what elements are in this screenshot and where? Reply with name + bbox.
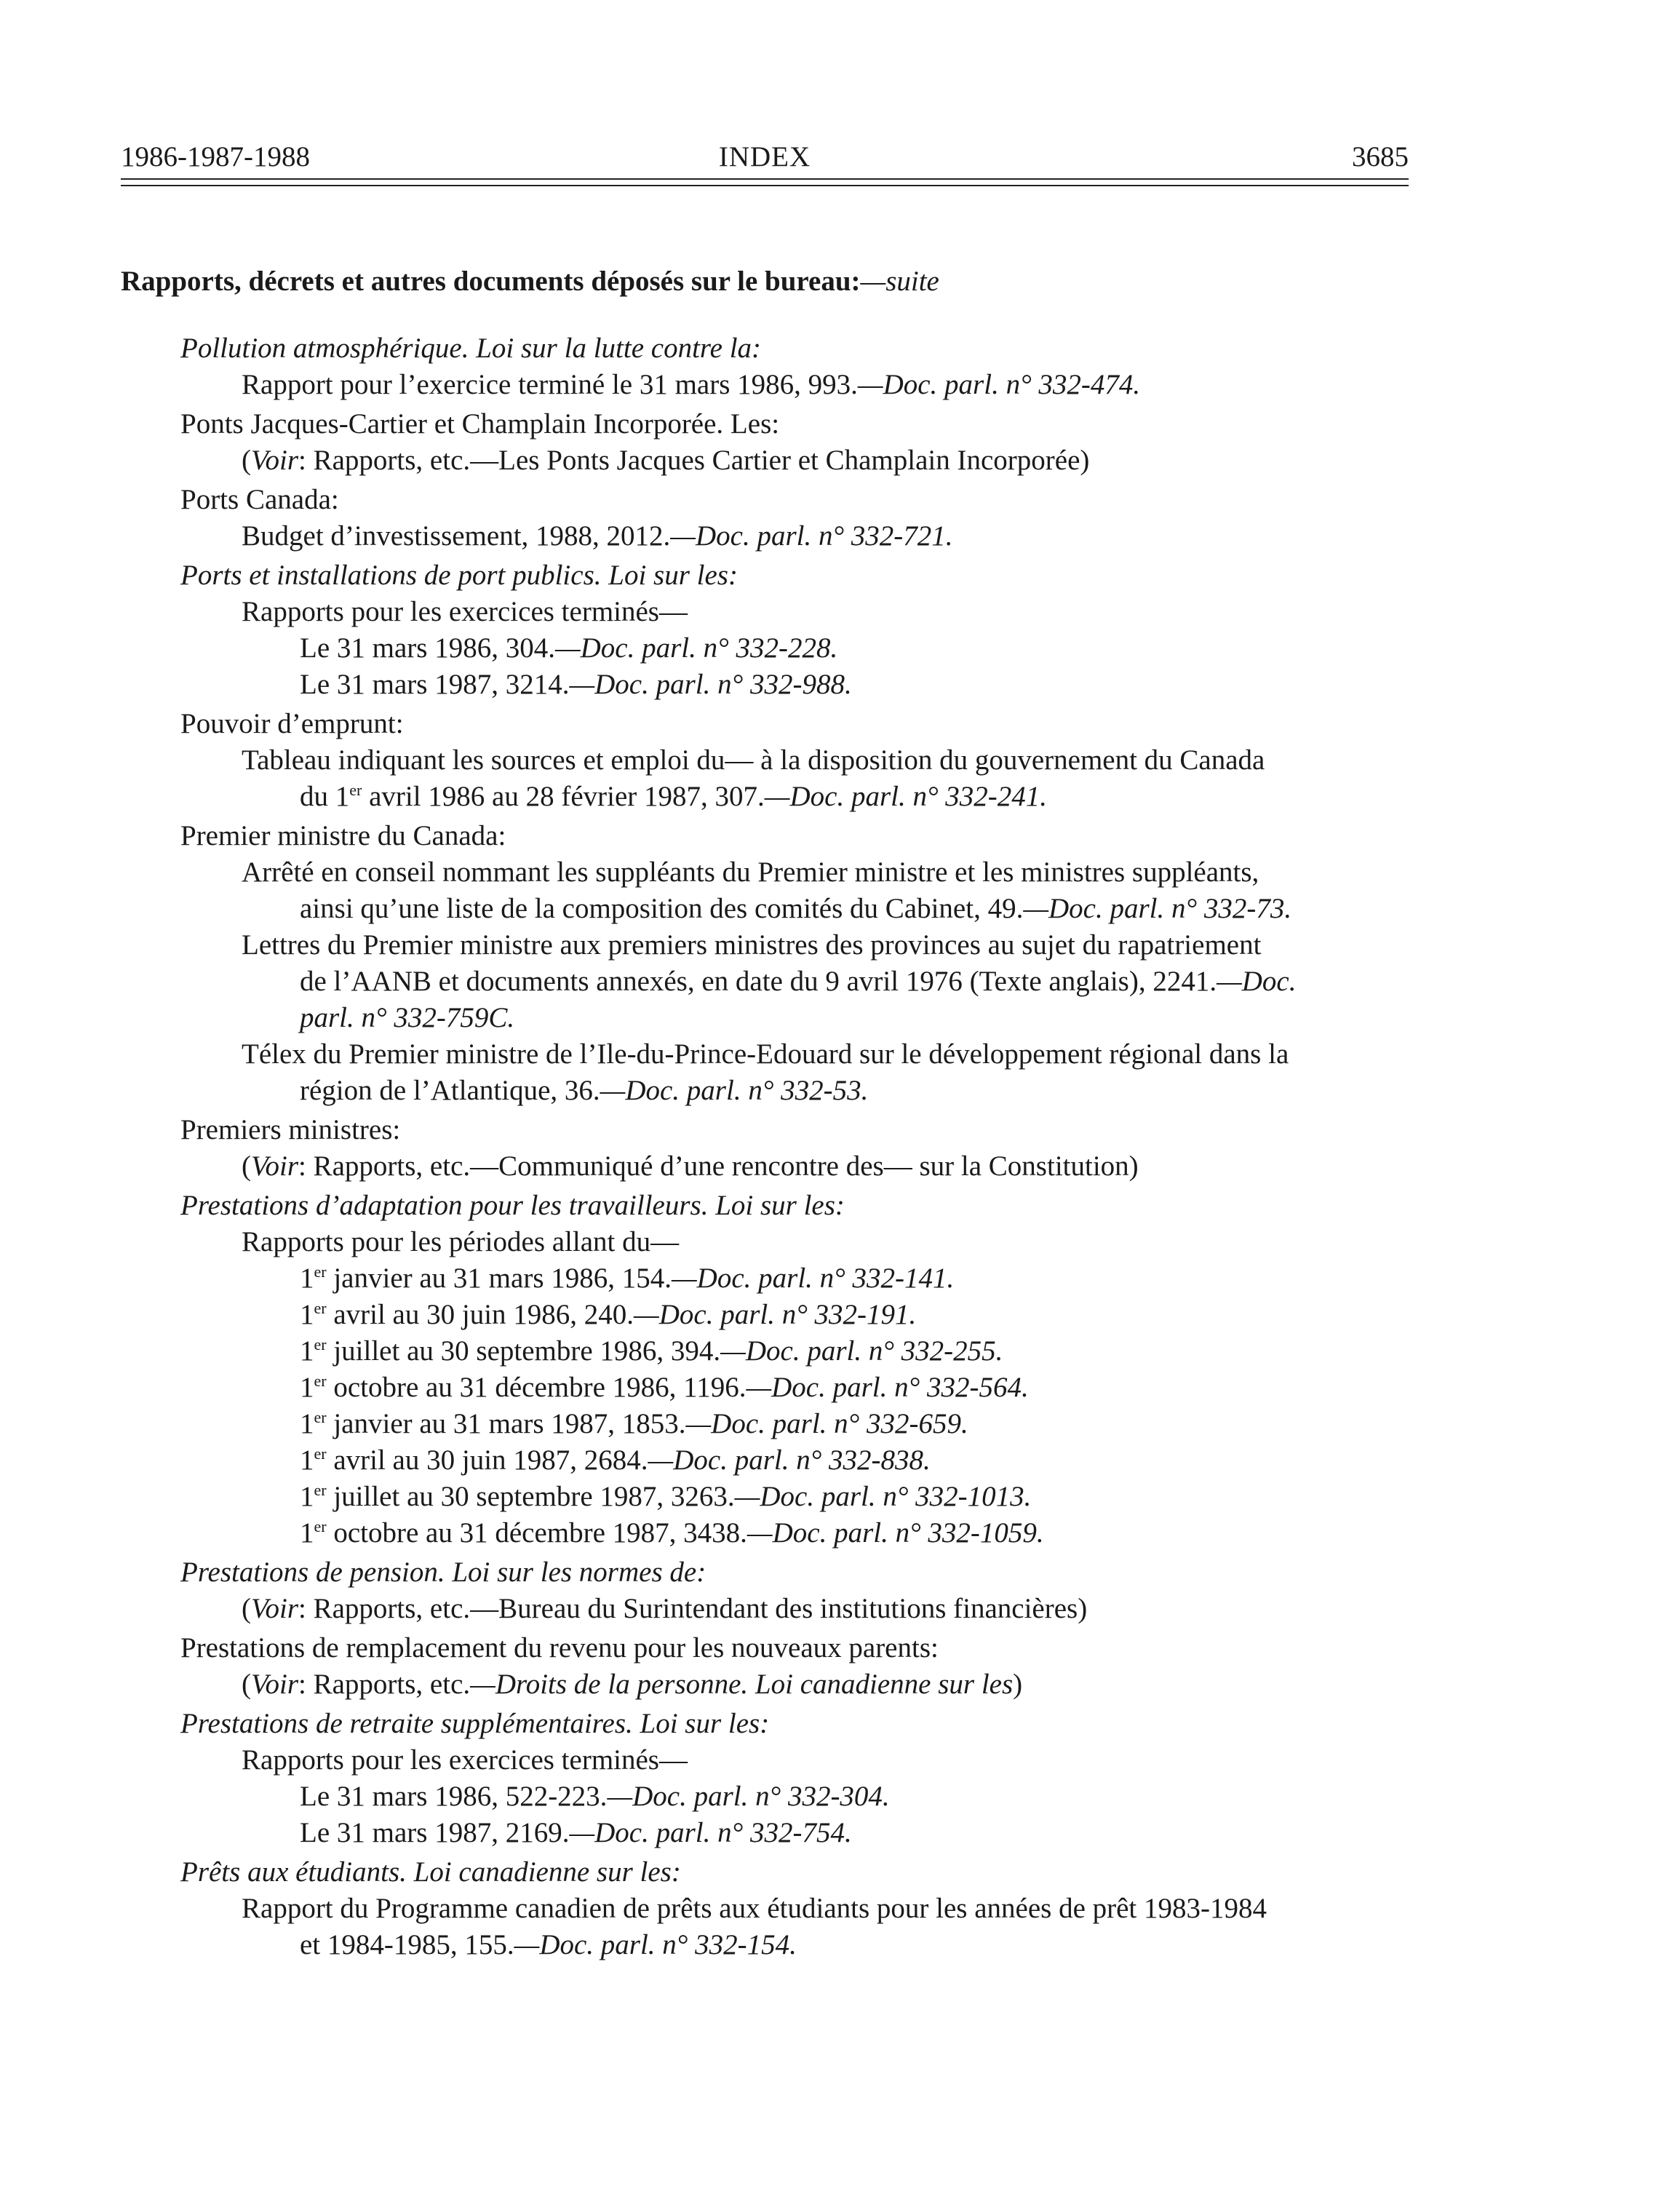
entry-heading: Pollution atmosphérique. Loi sur la lutte contre la: [180,333,762,364]
doc-reference: —Doc. parl. n° 332-1013. [734,1481,1032,1512]
entry-item-line [121,891,1416,927]
ordinal-superscript: er [314,1408,327,1426]
ordinal-superscript: er [314,1299,327,1317]
item-text: de l’AANB et documents annexés, en date du 9 avril 1976 (Texte anglais), 2241. [300,966,1217,997]
doc-reference: —Doc. parl. n° 332-754. [569,1817,852,1848]
header-rule-bottom [121,185,1409,186]
doc-reference: —Doc. parl. n° 332-838. [648,1444,931,1476]
doc-reference: —Doc. parl. n° 332-73. [1023,893,1292,924]
entry-item-line: Rapport du Programme canadien de prêts aux étudiants pour les années de prêt 1983-1984 [242,1893,1267,1924]
cross-reference-text: : Rapports, etc.—Les Ponts Jacques Cartier et Champlain Incorporée) [298,445,1090,476]
ordinal-number: 1 [300,1444,314,1476]
entry-item-line: Télex du Premier ministre de l’Ile-du-Prince-Edouard sur le développement régional dans la [242,1038,1289,1070]
ordinal-superscript: er [314,1263,327,1281]
entry-item [121,1442,1416,1479]
item-text: janvier au 31 mars 1986, 154. [326,1263,672,1294]
entry-subheading: Rapports pour les périodes allant du— [242,1226,680,1257]
entry-heading: Ports et installations de port publics. Loi sur les: [180,560,738,591]
item-text: Le 31 mars 1986, 522-223. [300,1781,608,1812]
page-header [121,138,1409,176]
section-heading-title: Rapports, décrets et autres documents déposés sur le bureau: [121,266,861,297]
voir-label: Voir [251,1593,299,1624]
ordinal-number: 1 [300,1299,314,1330]
section-heading-suite: —suite [860,266,939,297]
entry-heading: Premier ministre du Canada: [180,820,506,851]
entry-item [121,1778,1416,1815]
doc-reference: —Doc. parl. n° 332-255. [720,1335,1003,1367]
open-paren: ( [242,1150,251,1182]
entry-item [121,518,1416,555]
cross-reference-text: : Rapports, etc.—Communiqué d’une rencontre des— sur la Constitution) [298,1150,1139,1182]
ordinal-superscript: er [349,781,362,799]
ordinal-superscript: er [314,1444,327,1463]
entry-item-line [121,1927,1416,1963]
doc-reference: —Doc. parl. n° 332-228. [554,632,838,664]
cross-reference [121,442,1416,479]
entry-heading: Pouvoir d’emprunt: [180,708,404,739]
item-text: Rapport pour l’exercice terminé le 31 mars 1986, 993. [242,369,858,400]
voir-label: Voir [251,1669,299,1700]
doc-reference: —Doc. [1217,966,1297,997]
item-text: juillet au 30 septembre 1986, 394. [326,1335,721,1367]
entry-item [121,367,1416,403]
entry-item [121,667,1416,703]
entry-item-line [121,1073,1416,1109]
doc-reference: —Doc. parl. n° 332-1059. [747,1517,1044,1549]
entry-heading: Premiers ministres: [180,1114,401,1145]
doc-reference: parl. n° 332-759C. [300,1002,515,1033]
doc-reference: —Doc. parl. n° 332-988. [569,669,852,700]
item-text: avril 1986 au 28 février 1987, 307. [362,781,765,812]
ordinal-superscript: er [314,1517,327,1535]
voir-label: Voir [251,1150,299,1182]
item-text: Le 31 mars 1986, 304. [300,632,555,664]
cross-reference-target: —Droits de la personne. Loi canadienne sur les [470,1669,1014,1700]
open-paren: ( [242,1593,251,1624]
item-text: du 1 [300,781,350,812]
doc-reference: —Doc. parl. n° 332-154. [514,1929,797,1960]
ordinal-superscript: er [314,1372,327,1390]
item-text: juillet au 30 septembre 1987, 3263. [326,1481,735,1512]
ordinal-number: 1 [300,1408,314,1439]
entry-item [121,630,1416,667]
item-text: Le 31 mars 1987, 2169. [300,1817,570,1848]
header-page-number: 3685 [1352,141,1409,172]
item-text: région de l’Atlantique, 36. [300,1075,600,1106]
entry-item-line: Tableau indiquant les sources et emploi du— à la disposition du gouvernement du Canada [242,744,1265,776]
item-text: avril au 30 juin 1987, 2684. [326,1444,648,1476]
doc-reference: —Doc. parl. n° 332-53. [600,1075,869,1106]
item-text: octobre au 31 décembre 1987, 3438. [326,1517,747,1549]
entry-heading: Prestations de retraite supplémentaires. Loi sur les: [180,1708,770,1739]
ordinal-number: 1 [300,1372,314,1403]
entry-item [121,1370,1416,1406]
doc-reference: —Doc. parl. n° 332-241. [764,781,1048,812]
ordinal-number: 1 [300,1263,314,1294]
ordinal-superscript: er [314,1335,327,1354]
entry-subheading: Rapports pour les exercices terminés— [242,596,688,627]
cross-reference [121,1148,1416,1185]
open-paren: ( [242,1669,251,1700]
doc-reference: —Doc. parl. n° 332-304. [607,1781,890,1812]
item-text: Le 31 mars 1987, 3214. [300,669,570,700]
entry-heading: Prêts aux étudiants. Loi canadienne sur les: [180,1856,681,1888]
entry-item-line: Lettres du Premier ministre aux premiers ministres des provinces au sujet du rapatriement [242,929,1262,961]
voir-label: Voir [251,445,299,476]
entry-heading: Ports Canada: [180,484,339,515]
index-content [121,263,1416,1963]
section-heading [121,263,1416,300]
doc-reference: —Doc. parl. n° 332-721. [670,520,953,552]
entry-heading: Ponts Jacques-Cartier et Champlain Incorporée. Les: [180,408,780,440]
entry-item [121,1406,1416,1442]
cross-reference [121,1591,1416,1627]
header-years: 1986-1987-1988 [121,141,310,172]
entry-heading: Prestations de remplacement du revenu pour les nouveaux parents: [180,1632,939,1664]
doc-reference: —Doc. parl. n° 332-191. [634,1299,917,1330]
ordinal-number: 1 [300,1517,314,1549]
doc-reference: —Doc. parl. n° 332-141. [672,1263,955,1294]
doc-reference: —Doc. parl. n° 332-474. [857,369,1141,400]
item-text: Budget d’investissement, 1988, 2012. [242,520,671,552]
entry-heading: Prestations d’adaptation pour les travailleurs. Loi sur les: [180,1190,845,1221]
open-paren: ( [242,445,251,476]
entry-item [121,1515,1416,1551]
entry-item-line: Arrêté en conseil nommant les suppléants du Premier ministre et les ministres suppléants, [242,856,1259,888]
ordinal-number: 1 [300,1481,314,1512]
entry-item-line [121,963,1416,1000]
entry-item [121,1333,1416,1370]
doc-reference: —Doc. parl. n° 332-659. [685,1408,968,1439]
entry-item-line [121,779,1416,815]
entry-item [121,1815,1416,1851]
cross-reference-text: : Rapports, etc. [298,1669,471,1700]
entry-subheading: Rapports pour les exercices terminés— [242,1744,688,1776]
ordinal-superscript: er [314,1481,327,1499]
item-text: et 1984-1985, 155. [300,1929,514,1960]
entry-item [121,1260,1416,1297]
item-text: janvier au 31 mars 1987, 1853. [326,1408,686,1439]
cross-reference-text: : Rapports, etc.—Bureau du Surintendant des institutions financières) [298,1593,1088,1624]
item-text: octobre au 31 décembre 1986, 1196. [326,1372,747,1403]
ordinal-number: 1 [300,1335,314,1367]
item-text: ainsi qu’une liste de la composition des comités du Cabinet, 49. [300,893,1024,924]
entry-item [121,1479,1416,1515]
cross-reference [121,1666,1416,1703]
entry-item [121,1297,1416,1333]
entry-heading: Prestations de pension. Loi sur les normes de: [180,1557,706,1588]
header-title: INDEX [718,141,811,172]
item-text: avril au 30 juin 1986, 240. [326,1299,634,1330]
header-rule-top [121,178,1409,180]
doc-reference: —Doc. parl. n° 332-564. [746,1372,1029,1403]
close-paren: ) [1013,1669,1023,1700]
